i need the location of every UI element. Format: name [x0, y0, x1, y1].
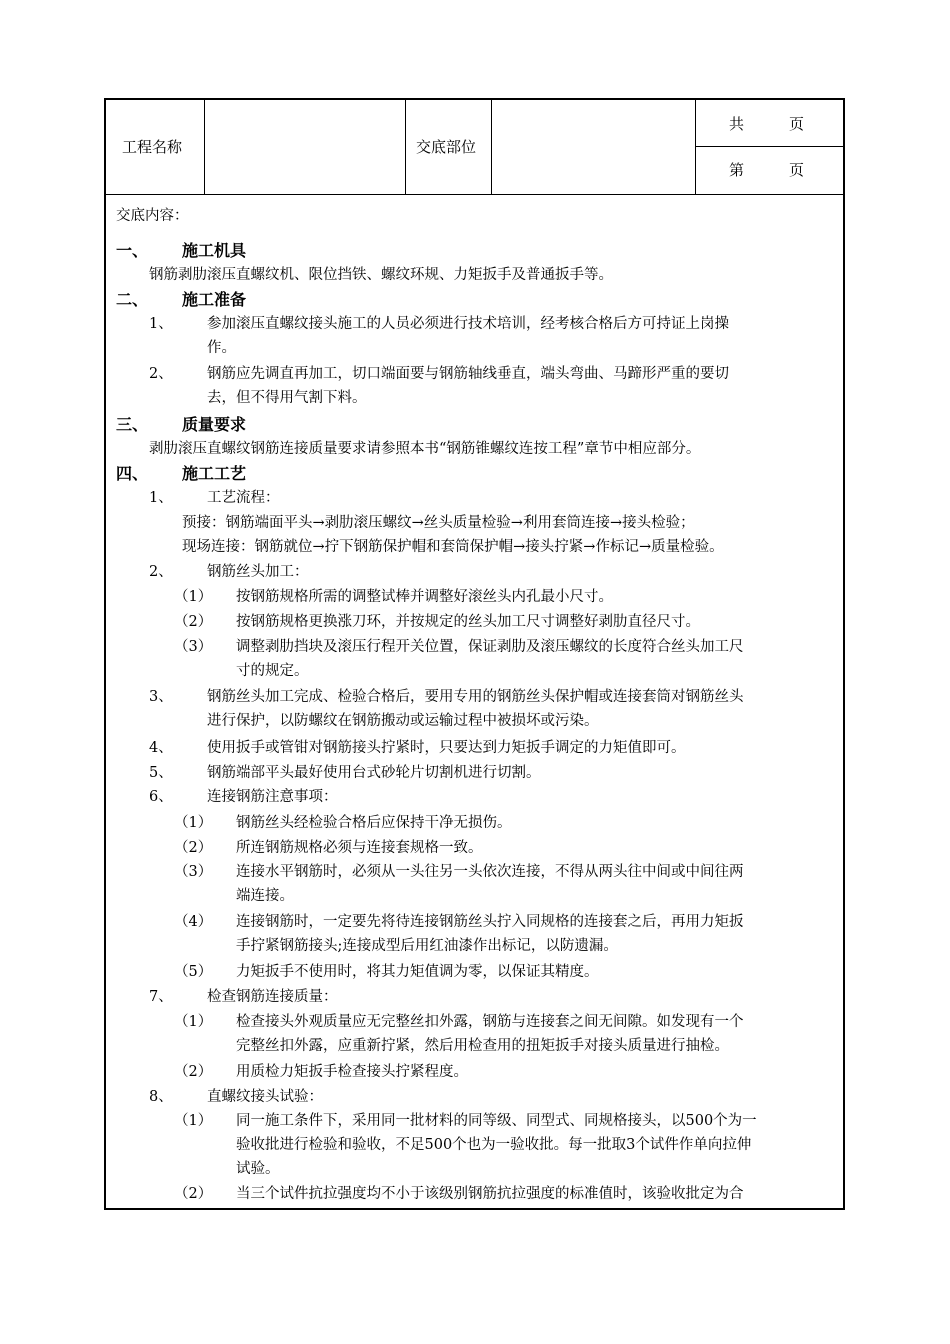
paragraph: 按钢筋规格更换涨刀环，并按规定的丝头加工尺寸调整好剥肋直径尺寸。: [236, 614, 700, 630]
paragraph: 验收批进行检验和验收，不足500个也为一验收批。每一批取3个试件作单向拉伸: [236, 1137, 752, 1153]
item-number: 6、: [149, 789, 173, 805]
paragraph: 预接：钢筋端面平头→剥肋滚压螺纹→丝头质量检验→利用套筒连接→接头检验；: [182, 515, 695, 531]
item-title: 工艺流程：: [207, 490, 280, 506]
paragraph: 现场连接：钢筋就位→拧下钢筋保护帽和套筒保护帽→接头拧紧→作标记→质量检验。: [182, 539, 724, 555]
item-number: 8、: [149, 1089, 173, 1105]
paragraph: 所连钢筋规格必须与连接套规格一致。: [236, 840, 483, 856]
section-title: 质量要求: [182, 415, 247, 434]
paragraph: 调整剥肋挡块及滚压行程开关位置，保证剥肋及滚压螺纹的长度符合丝头加工尺: [236, 639, 744, 655]
subitem-number: （1）: [174, 815, 213, 831]
item-title: 检查钢筋连接质量：: [207, 989, 338, 1005]
paragraph: 连接钢筋时，一定要先将待连接钢筋丝头拧入同规格的连接套之后，再用力矩扳: [236, 914, 744, 930]
paragraph: 用质检力矩扳手检查接头拧紧程度。: [236, 1064, 468, 1080]
divider: [405, 100, 406, 194]
total-pages: 共 页: [729, 115, 805, 133]
paragraph: 作。: [207, 340, 236, 356]
paragraph: 钢筋丝头加工完成、检验合格后，要用专用的钢筋丝头保护帽或连接套筒对钢筋丝头: [207, 689, 744, 705]
intro-label: 交底内容：: [116, 208, 189, 224]
item-number: 4、: [149, 740, 173, 756]
paragraph: 寸的规定。: [236, 663, 309, 679]
project-name-label: 工程名称: [122, 138, 183, 156]
item-title: 连接钢筋注意事项：: [207, 789, 338, 805]
form-header: [106, 100, 843, 195]
paragraph: 连接水平钢筋时，必须从一头往另一头依次连接，不得从两头往中间或中间往两: [236, 864, 744, 880]
paragraph: 力矩扳手不使用时，将其力矩值调为零，以保证其精度。: [236, 964, 599, 980]
item-number: 5、: [149, 765, 173, 781]
paragraph: 剥肋滚压直螺纹钢筋连接质量要求请参照本书“钢筋锥螺纹连按工程”章节中相应部分。: [149, 441, 701, 457]
paragraph: 检查接头外观质量应无完整丝扣外露，钢筋与连接套之间无间隙。如发现有一个: [236, 1014, 744, 1030]
disclosure-form: [104, 98, 845, 1210]
paragraph: 按钢筋规格所需的调整试棒并调整好滚丝头内孔最小尺寸。: [236, 589, 613, 605]
paragraph: 使用扳手或管钳对钢筋接头拧紧时，只要达到力矩扳手调定的力矩值即可。: [207, 740, 686, 756]
item-number: 1、: [149, 490, 173, 506]
paragraph: 手拧紧钢筋接头;连接成型后用红油漆作出标记，以防遗漏。: [236, 938, 618, 954]
section-title: 施工机具: [182, 241, 247, 260]
subitem-number: （1）: [174, 1113, 213, 1129]
paragraph: 端连接。: [236, 888, 294, 904]
divider: [695, 146, 843, 147]
section-title: 施工工艺: [182, 464, 247, 483]
paragraph: 参加滚压直螺纹接头施工的人员必须进行技术培训，经考核合格后方可持证上岗操: [207, 316, 729, 332]
subitem-number: （3）: [174, 864, 213, 880]
section-number: 二、: [116, 290, 149, 309]
subitem-number: （2）: [174, 1064, 213, 1080]
disclosure-content: [106, 194, 843, 1210]
section-number: 四、: [116, 464, 149, 483]
subitem-number: （2）: [174, 840, 213, 856]
section-title: 施工准备: [182, 290, 247, 309]
subitem-number: （1）: [174, 1014, 213, 1030]
subitem-number: （5）: [174, 964, 213, 980]
divider: [204, 100, 205, 194]
section-number: 三、: [116, 415, 149, 434]
item-number: 2、: [149, 564, 173, 580]
paragraph: 试验。: [236, 1161, 280, 1177]
paragraph: 完整丝扣外露，应重新拧紧，然后用检查用的扭矩扳手对接头质量进行抽检。: [236, 1038, 729, 1054]
item-number: 1、: [149, 316, 173, 332]
item-title: 钢筋丝头加工：: [207, 564, 309, 580]
subitem-number: （3）: [174, 639, 213, 655]
paragraph: 当三个试件抗拉强度均不小于该级别钢筋抗拉强度的标准值时，该验收批定为合: [236, 1186, 744, 1202]
item-title: 直螺纹接头试验：: [207, 1089, 323, 1105]
divider: [695, 100, 696, 194]
item-number: 3、: [149, 689, 173, 705]
subitem-number: （2）: [174, 1186, 213, 1202]
section-number: 一、: [116, 241, 149, 260]
paragraph: 进行保护，以防螺纹在钢筋搬动或运输过程中被损坏或污染。: [207, 713, 599, 729]
item-number: 2、: [149, 366, 173, 382]
current-page: 第 页: [729, 161, 805, 179]
paragraph: 钢筋应先调直再加工，切口端面要与钢筋轴线垂直，端头弯曲、马蹄形严重的要切: [207, 366, 729, 382]
subitem-number: （4）: [174, 914, 213, 930]
paragraph: 钢筋剥肋滚压直螺纹机、限位挡铁、螺纹环规、力矩扳手及普通扳手等。: [149, 267, 613, 283]
item-number: 7、: [149, 989, 173, 1005]
paragraph: 同一施工条件下，采用同一批材料的同等级、同型式、同规格接头，以500个为一: [236, 1113, 757, 1129]
subitem-number: （1）: [174, 589, 213, 605]
paragraph: 去，但不得用气割下料。: [207, 390, 367, 406]
part-label: 交底部位: [416, 138, 477, 156]
divider: [491, 100, 492, 194]
subitem-number: （2）: [174, 614, 213, 630]
paragraph: 钢筋丝头经检验合格后应保持干净无损伤。: [236, 815, 512, 831]
paragraph: 钢筋端部平头最好使用台式砂轮片切割机进行切割。: [207, 765, 541, 781]
